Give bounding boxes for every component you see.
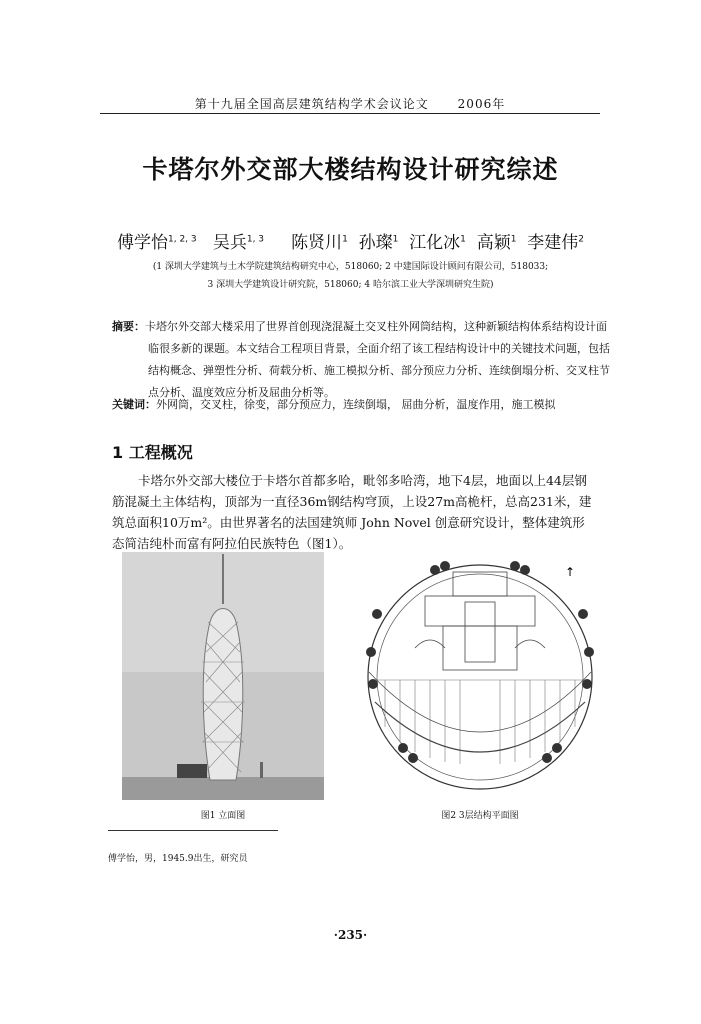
- conference-name: 第十九届全国高层建筑结构学术会议论文: [194, 97, 429, 111]
- figure-floor-plan: [355, 552, 605, 821]
- body-paragraph: 卡塔尔外交部大楼位于卡塔尔首都多哈，毗邻多哈湾，地下4层，地面以上44层钢筋混凝土主体结构，顶部为一直径36m钢结构穹顶，上设27m高桅杆，总高231米，建筑总面积10万m²。由世界著名的法国建筑师 John Novel 创意研究设计，整体建筑形态简洁纯朴而富有阿拉伯民族特色（图1）。: [112, 473, 592, 551]
- north-arrow-icon: ↑: [565, 565, 576, 579]
- author-list: 傅学怡$^{1, 2, 3}$ 吴兵$^{1, 3}$ 陈贤川$^1$ 孙璨$^1$ 江化冰$^1$ 高颖$^1$ 李建伟$^2$: [117, 233, 584, 253]
- page-number: ·235·: [333, 928, 368, 942]
- running-header: [100, 95, 600, 112]
- author: 吴兵: [212, 233, 247, 253]
- conference-year: 2006年: [457, 97, 506, 111]
- footnote-rule: [108, 830, 278, 831]
- keywords-text: 外网筒，交叉柱，徐变，部分预应力，连续倒塌， 屈曲分析，温度作用，施工模拟: [156, 398, 556, 411]
- footnote: 傅学怡，男，1945.9出生，研究员: [108, 854, 248, 864]
- figure-elevation: [122, 552, 324, 821]
- affiliation-line: 3 深圳大学建筑设计研究院，518060; 4 哈尔滨工业大学深圳研究生院): [207, 280, 494, 290]
- paper-title: 卡塔尔外交部大楼结构设计研究综述: [142, 155, 559, 184]
- author: 高颖: [476, 233, 511, 253]
- affiliation-line: (1 深圳大学建筑与土木学院建筑结构研究中心，518060; 2 中建国际设计顾问有限公司，518033;: [152, 262, 549, 272]
- abstract-text: 卡塔尔外交部大楼采用了世界首创现浇混凝土交叉柱外网筒结构，这种新颖结构体系结构设计面临很多新的课题。本文结合工程项目背景，全面介绍了该工程结构设计中的关键技术问题，包括结构概念、弹塑性分析、荷载分析、施工模拟分析、部分预应力分析、连续倒塌分析、交叉柱节点分析、温度效应分析及屈曲分析等。: [145, 320, 610, 399]
- author: 傅学怡: [117, 233, 168, 253]
- author: 孙璨: [358, 233, 393, 253]
- section-heading: 1 工程概况: [112, 443, 193, 462]
- figure-caption: 图1 立面图: [200, 811, 246, 821]
- author: 陈贤川: [291, 233, 343, 253]
- keywords-label: 关键词：: [112, 398, 156, 411]
- floor-plan-image: [355, 552, 605, 802]
- author: 李建伟: [527, 233, 579, 253]
- abstract: [112, 316, 612, 404]
- keywords: [112, 396, 612, 414]
- header-rule: [100, 113, 600, 114]
- abstract-label: 摘要：: [112, 320, 145, 333]
- tower-elevation-image: [122, 552, 324, 800]
- figure-caption: 图2 3层结构平面图: [441, 811, 519, 821]
- author: 江化冰: [409, 233, 461, 253]
